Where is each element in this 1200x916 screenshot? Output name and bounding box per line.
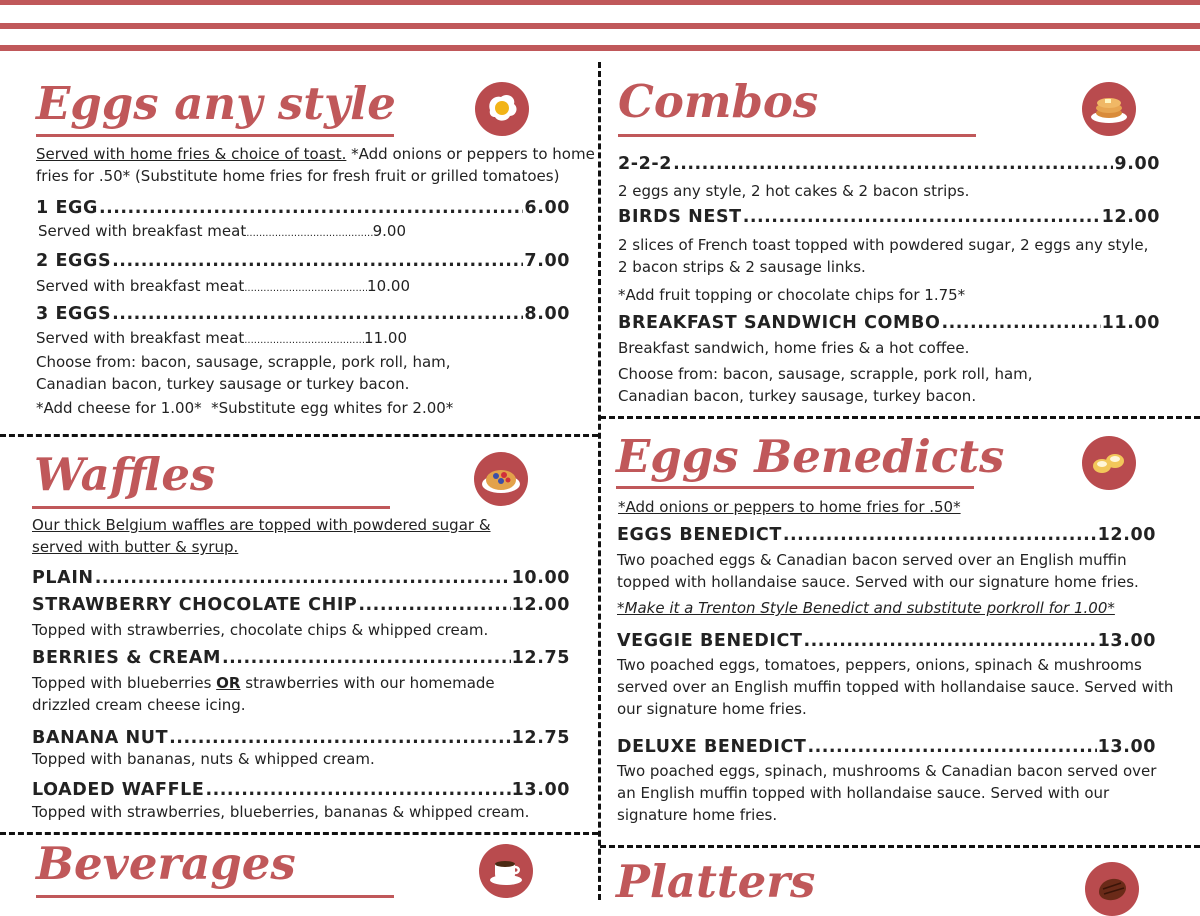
eggs-intro: Served with home fries & choice of toast. *Add onions or peppers to home fries for .50* (Substitute home fries for fresh fruit or grilled tomatoes) (36, 145, 595, 185)
item-description: Two poached eggs, tomatoes, peppers, onions, spinach & mushrooms served over an English muffin topped with hollandaise sauce. Served with our signature home fries. (617, 656, 1174, 718)
pancakes-icon (1082, 82, 1136, 136)
menu-item-1-egg (36, 198, 570, 218)
section-title: Waffles (34, 448, 216, 501)
item-price: 10.00 (511, 568, 570, 588)
item-description: Two poached eggs & Canadian bacon served over an English muffin topped with hollandaise sauce. Served with our signature home fries. (617, 551, 1139, 591)
item-description: Two poached eggs, spinach, mushrooms & Canadian bacon served over an English muffin topped with hollandaise sauce. Served with our signature home fries. (617, 762, 1157, 824)
top-stripe-1 (0, 0, 1200, 5)
item-price: 12.00 (1101, 207, 1160, 227)
eggs-benedict-icon (1082, 436, 1136, 490)
item-price: 12.75 (511, 648, 570, 668)
menu-item-strawberry-chocolate-chip (32, 595, 570, 615)
item-name: STRAWBERRY CHOCOLATE CHIP (32, 595, 358, 615)
section-divider-right-1 (600, 416, 1200, 419)
item-price: 12.75 (511, 728, 570, 748)
section-title: Beverages (36, 837, 296, 890)
menu-item-banana-nut (32, 728, 570, 748)
item-name: BIRDS NEST (618, 207, 742, 227)
item-description: 2 slices of French toast topped with powdered sugar, 2 eggs any style, 2 bacon strips & 2 sausage links. (618, 236, 1149, 276)
item-name: EGGS BENEDICT (617, 525, 782, 545)
meat-option-2-eggs: Served with breakfast meat ..... 10.00 (36, 277, 410, 295)
item-name: VEGGIE BENEDICT (617, 631, 803, 651)
item-name: LOADED WAFFLE (32, 780, 205, 800)
menu-item-loaded-waffle (32, 780, 570, 800)
egg-addons: *Add cheese for 1.00* *Substitute egg whites for 2.00* (36, 399, 454, 417)
item-description: 2 eggs any style, 2 hot cakes & 2 bacon strips. (618, 182, 970, 200)
meat-choices: Choose from: bacon, sausage, scrapple, pork roll, ham, Canadian bacon, turkey sausage, turkey bacon. (618, 365, 1033, 405)
top-stripe-2 (0, 23, 1200, 29)
item-price: 12.00 (511, 595, 570, 615)
title-underline (36, 134, 394, 137)
section-divider-right-2 (600, 845, 1200, 848)
item-description: Topped with strawberries, chocolate chips & whipped cream. (32, 621, 489, 639)
meat-option-3-eggs: Served with breakfast meat ..... 11.00 (36, 329, 407, 347)
item-note: *Make it a Trenton Style Benedict and substitute porkroll for 1.00* (617, 599, 1115, 617)
coffee-cup-icon (479, 844, 533, 898)
item-note: *Add fruit topping or chocolate chips for 1.75* (618, 286, 966, 304)
steak-icon (1085, 862, 1139, 916)
item-price: 8.00 (524, 304, 570, 324)
item-price: 7.00 (524, 251, 570, 271)
title-underline (616, 486, 974, 489)
item-name: BERRIES & CREAM (32, 648, 221, 668)
menu-item-deluxe-benedict (617, 737, 1156, 757)
fried-egg-icon (475, 82, 529, 136)
meat-choices: Choose from: bacon, sausage, scrapple, pork roll, ham, Canadian bacon, turkey sausage or turkey bacon. (36, 353, 451, 393)
section-divider-left-2 (0, 832, 598, 835)
item-price: 13.00 (511, 780, 570, 800)
benedicts-intro: *Add onions or peppers to home fries for .50* (618, 498, 961, 516)
section-divider-left-1 (0, 434, 598, 437)
waffles-intro: Our thick Belgium waffles are topped with powdered sugar & served with butter & syrup. (32, 516, 491, 556)
item-price: 11.00 (1101, 313, 1160, 333)
waffle-icon (474, 452, 528, 506)
menu-item-2-2-2 (618, 154, 1160, 174)
menu-item-3-eggs (36, 304, 570, 324)
item-price: 13.00 (1097, 737, 1156, 757)
item-name: 2-2-2 (618, 154, 673, 174)
item-description: Topped with bananas, nuts & whipped cream. (32, 750, 375, 768)
menu-item-2-eggs (36, 251, 570, 271)
item-description: Breakfast sandwich, home fries & a hot coffee. (618, 339, 970, 357)
title-underline (32, 506, 390, 509)
item-name: 3 EGGS (36, 304, 112, 324)
title-underline (36, 895, 394, 898)
menu-item-breakfast-sandwich-combo (618, 313, 1160, 333)
menu-item-plain (32, 568, 570, 588)
item-description: Topped with blueberries OR strawberries with our homemade drizzled cream cheese icing. (32, 674, 495, 714)
meat-option-1-egg: Served with breakfast meat ..... 9.00 (38, 222, 406, 240)
top-stripe-3 (0, 45, 1200, 51)
item-name: BANANA NUT (32, 728, 169, 748)
section-title: Eggs Benedicts (616, 430, 1005, 483)
item-name: PLAIN (32, 568, 94, 588)
title-underline (618, 134, 976, 137)
menu-item-berries-and-cream (32, 648, 570, 668)
section-title: Platters (616, 855, 816, 908)
item-price: 12.00 (1097, 525, 1156, 545)
item-description: Topped with strawberries, blueberries, bananas & whipped cream. (32, 803, 530, 821)
item-name: BREAKFAST SANDWICH COMBO (618, 313, 941, 333)
item-name: 1 EGG (36, 198, 98, 218)
menu-item-eggs-benedict (617, 525, 1156, 545)
item-name: DELUXE BENEDICT (617, 737, 807, 757)
section-title: Combos (618, 75, 819, 128)
column-divider (598, 62, 601, 900)
item-price: 13.00 (1097, 631, 1156, 651)
menu-item-veggie-benedict (617, 631, 1156, 651)
item-price: 6.00 (524, 198, 570, 218)
section-title: Eggs any style (36, 77, 396, 130)
item-name: 2 EGGS (36, 251, 112, 271)
item-price: 9.00 (1114, 154, 1160, 174)
menu-item-birds-nest (618, 207, 1160, 227)
